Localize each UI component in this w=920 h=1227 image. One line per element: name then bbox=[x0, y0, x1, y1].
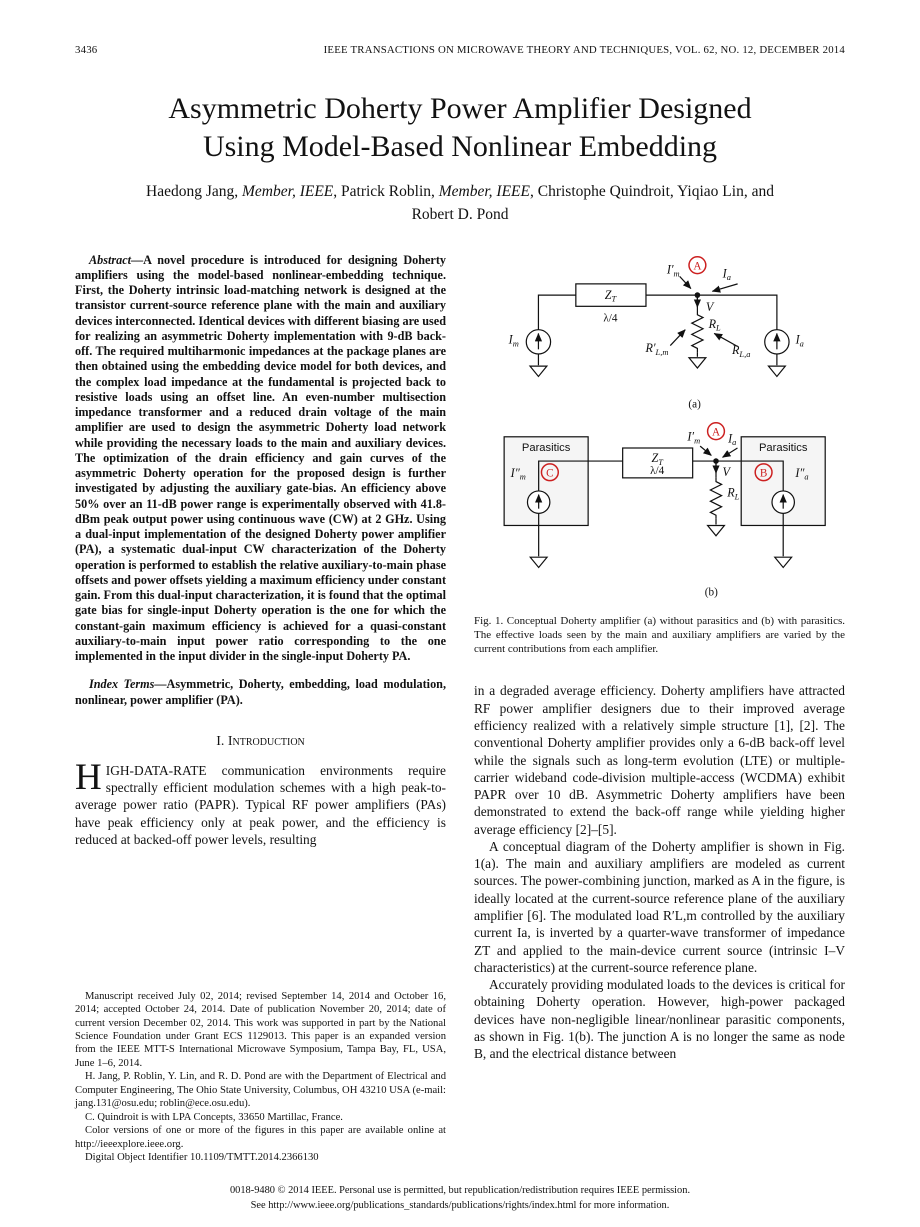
node-c-letter: C bbox=[545, 466, 554, 479]
footnote-affiliation-osu: H. Jang, P. Roblin, Y. Lin, and R. D. Pond are with the Department of Electrical and Computer Engineering, The Ohio State University, Columbus, OH 43210 USA (e-mail: jang.131@osu.edu; roblin@ece.osu.edu). bbox=[75, 1071, 446, 1110]
node-current-arrow bbox=[700, 446, 711, 455]
body-paragraph-1: in a degraded average efficiency. Doherty amplifiers have attracted RF power amplifier designers due to their improved average efficiency realized with a relatively simple structure [1], [2]. The conventional Doherty amplifier provides only a 6-dB back-off level while the signals such as long-term evolution (LTE) or multiple-carrier wideband code-division multiple-access (WCDMA) exhibit PAPR over 10 dB. Asymmetric Doherty amplifiers have been demonstrated to extend the back-off range while yielding higher average efficiency [2]–[5]. bbox=[474, 683, 845, 837]
node-b-letter: B bbox=[759, 466, 767, 479]
ground-symbol bbox=[768, 366, 785, 376]
intro-paragraph-text: IGH-DATA-RATE communication environments require spectrally efficient modulation schemes with a high peak-to-average power ratio (PAPR). Typical RF power amplifiers (PAs) have peak efficiency only at peak power, and the efficiency is reduced at backed-off power levels, resulting bbox=[75, 762, 446, 847]
label-voltage: V bbox=[705, 299, 713, 314]
abstract-section bbox=[75, 253, 446, 665]
label-modulated-load-main: $R'_{L,m}$ bbox=[644, 340, 668, 357]
label-parasitics-main: Parasitics bbox=[521, 441, 570, 454]
left-column bbox=[75, 253, 446, 1165]
label-aux-current-top: $I_a$ bbox=[727, 430, 736, 447]
label-zt: $Z_T$ bbox=[604, 287, 616, 304]
body-paragraph-3: Accurately providing modulated loads to the devices is critical for obtaining Doherty operation. However, high-power packaged devices have non-negligible linear/nonlinear parasitic components, as shown in Fig. 1(b). The junction A is no longer the same as node B, and the electrical distance between bbox=[474, 977, 845, 1062]
paper-title bbox=[75, 90, 845, 165]
label-intrinsic-main-current: $I''_m$ bbox=[510, 465, 526, 482]
label-node-current: $I'_m$ bbox=[686, 429, 700, 445]
junction-node-dot bbox=[713, 458, 719, 464]
author-line2: Robert D. Pond bbox=[411, 206, 509, 224]
author-separator: , bbox=[431, 183, 439, 200]
label-load-resistor: $R_L$ bbox=[726, 485, 739, 501]
load-resistor-symbol bbox=[710, 477, 721, 518]
label-main-current: $I_m$ bbox=[508, 332, 519, 349]
section-heading-introduction: I. Introduction bbox=[216, 733, 305, 749]
author-1: Haedong Jang bbox=[146, 183, 235, 200]
journal-title: IEEE TRANSACTIONS ON MICROWAVE THEORY AND TECHNIQUES, VOL. 62, NO. 12, DECEMBER 2014 bbox=[323, 44, 845, 56]
load-main-arrow bbox=[670, 329, 685, 345]
copyright-line1: 0018-9480 © 2014 IEEE. Personal use is permitted, but republication/redistribution requires IEEE permission. bbox=[229, 1185, 691, 1197]
index-terms-label: Index Terms— bbox=[89, 677, 167, 692]
footnote-doi: Digital Object Identifier 10.1109/TMTT.2014.2366130 bbox=[85, 1152, 319, 1164]
figure-1a-diagram bbox=[487, 253, 833, 412]
figure-caption-text: Conceptual Doherty amplifier (a) without parasitics and (b) with parasitics. The effective loads seen by the main and auxiliary amplifiers are varied by the current contributions from each amplifier. bbox=[474, 614, 845, 656]
ground-symbol bbox=[707, 525, 724, 535]
aux-current-arrow bbox=[722, 448, 737, 457]
footnote-manuscript-history: Manuscript received July 02, 2014; revised September 14, 2014 and October 16, 2014; accepted October 24, 2014. Date of publication November 20, 2014; date of current version December 02, 2014. This work was supported in part by the National Science Foundation under Grant ECS 1129013. This paper is an expanded version from the IEEE MTT-S International Microwave Symposium, Tampa Bay, FL, USA, June 1–6, 2014. bbox=[75, 990, 446, 1069]
right-column bbox=[474, 253, 845, 1165]
author-separator: , bbox=[333, 183, 342, 200]
label-parasitics-aux: Parasitics bbox=[758, 441, 807, 454]
two-column-body bbox=[75, 253, 845, 1165]
authors-3-4: Christophe Quindroit, Yiqiao Lin, and bbox=[537, 183, 774, 200]
intro-paragraph bbox=[75, 756, 446, 848]
junction-a-letter: A bbox=[692, 259, 701, 272]
author-separator: , bbox=[234, 183, 243, 200]
page-number: 3436 bbox=[75, 44, 98, 56]
subfigure-b-tag: (b) bbox=[704, 585, 718, 598]
author-separator: , bbox=[530, 183, 538, 200]
footnote-affiliation-lpa: C. Quindroit is with LPA Concepts, 33650 Martillac, France. bbox=[85, 1111, 343, 1123]
label-load-resistor: $R_L$ bbox=[708, 316, 721, 333]
paper-title-line2: Using Model-Based Nonlinear Embedding bbox=[202, 129, 718, 163]
node-current-arrow bbox=[679, 276, 690, 288]
label-intrinsic-aux-current: $I''_a$ bbox=[794, 465, 809, 482]
copyright-footer bbox=[75, 1184, 845, 1213]
aux-current-arrow bbox=[712, 283, 737, 290]
author-1-membership: Member, IEEE bbox=[242, 183, 334, 200]
index-terms-section bbox=[75, 677, 446, 708]
ground-symbol bbox=[688, 357, 705, 367]
label-voltage: V bbox=[722, 464, 730, 479]
label-load-aux: $R_{L,a}$ bbox=[731, 342, 750, 359]
label-quarter-wave: λ/4 bbox=[602, 311, 618, 324]
subfigure-a-tag: (a) bbox=[687, 397, 701, 410]
running-header bbox=[75, 44, 845, 56]
figure-1-caption bbox=[474, 614, 845, 657]
load-resistor-symbol bbox=[691, 310, 702, 351]
figure-1b-diagram bbox=[487, 420, 833, 602]
label-aux-source-current: $I_a$ bbox=[795, 332, 804, 349]
footnote-color-versions: Color versions of one or more of the figures in this paper are available online at http://ieeexplore.ieee.org. bbox=[75, 1125, 446, 1150]
copyright-line2: See http://www.ieee.org/publications_standards/publications/rights/index.html for more information. bbox=[250, 1199, 670, 1211]
author-2: Patrick Roblin bbox=[341, 183, 431, 200]
ground-symbol bbox=[530, 557, 547, 567]
label-aux-current-top: $I_a$ bbox=[722, 265, 731, 282]
author-line1 bbox=[75, 180, 845, 203]
label-quarter-wave: λ/4 bbox=[649, 464, 664, 477]
figure-caption-tag: Fig. 1. bbox=[474, 614, 504, 627]
ground-symbol bbox=[530, 366, 547, 376]
ground-symbol bbox=[774, 557, 791, 567]
label-zt: $Z_T$ bbox=[650, 450, 663, 467]
circuit-wires-a bbox=[526, 276, 789, 376]
index-terms-paragraph bbox=[75, 677, 446, 708]
circuit-wires-b bbox=[504, 436, 825, 567]
body-paragraph-2: A conceptual diagram of the Doherty amplifier is shown in Fig. 1(a). The main and auxiliary amplifiers are modeled as current sources. The power-combining junction, marked as A in the figure, is ideally located at the current-source reference plane of the auxiliary amplifier [6]. The modulated load R′L,m controlled by the auxiliary current Ia, is inverted by a quarter-wave transformer of impedance ZT and applied to the main-device current source (intrinsic I–V characteristics) at the current-source reference plane. bbox=[474, 838, 845, 975]
label-node-current: $I'_m$ bbox=[666, 262, 680, 278]
abstract-paragraph bbox=[75, 253, 446, 665]
author-2-membership: Member, IEEE bbox=[438, 183, 530, 200]
first-page-footnotes bbox=[75, 990, 446, 1165]
abstract-label: Abstract— bbox=[89, 252, 144, 267]
figure-1 bbox=[474, 253, 845, 657]
author-list bbox=[75, 180, 845, 227]
paper-title-line1: Asymmetric Doherty Power Amplifier Designed bbox=[168, 92, 752, 125]
index-terms-text: Asymmetric, Doherty, embedding, load modulation, nonlinear, power amplifier (PA). bbox=[75, 677, 446, 707]
junction-a-letter: A bbox=[711, 425, 720, 438]
drop-cap: H bbox=[75, 756, 102, 798]
junction-node-dot bbox=[694, 292, 700, 298]
abstract-text: A novel procedure is introduced for designing Doherty amplifiers using the model-based nonlinear-embedding technique. First, the Doherty intrinsic load-matching network is designed at the transistor current-source reference plane with the main and auxiliary devices interconnected. Identical devices with different biasing are used for realizing an asymmetric Doherty implementation with 9-dB back-off. The required multiharmonic impedances at the package planes are then obtained using the embedding device model for both devices, and the complex load impedance at the fundamental is projected back to resistive loads using an offset line. An even-number multisection impedance transformer and a reduced drain voltage of the main amplifier are used to design the asymmetric Doherty load network while providing the necessary loads to the main and auxiliary devices. The optimization of the drain efficiency and gain curves of the asymmetric Doherty operation for the proposed design is further investigated by adjusting the auxiliary gate-bias. An efficiency above 50% over an 11-dB power range is experimentally observed with 41.8-dBm peak output power using continuous wave (CW) at 2 GHz. Using a dual-input implementation of the designed Doherty power amplifier (PA), a systematic dual-input CW characterization of the Doherty operation is performed to establish the relative auxiliary-to-main phase offsets and power offsets yielding a maximum efficiency under constant gain. From this dual-input characterization, it is found that the optimal gate bias for single-input Doherty operation is the one for which the constant-gain maximum efficiency is achieved for a quasi-constant auxiliary-to-main input power ratio corresponding to the one implemented in the input divider in the single-input Doherty PA. bbox=[75, 252, 446, 663]
